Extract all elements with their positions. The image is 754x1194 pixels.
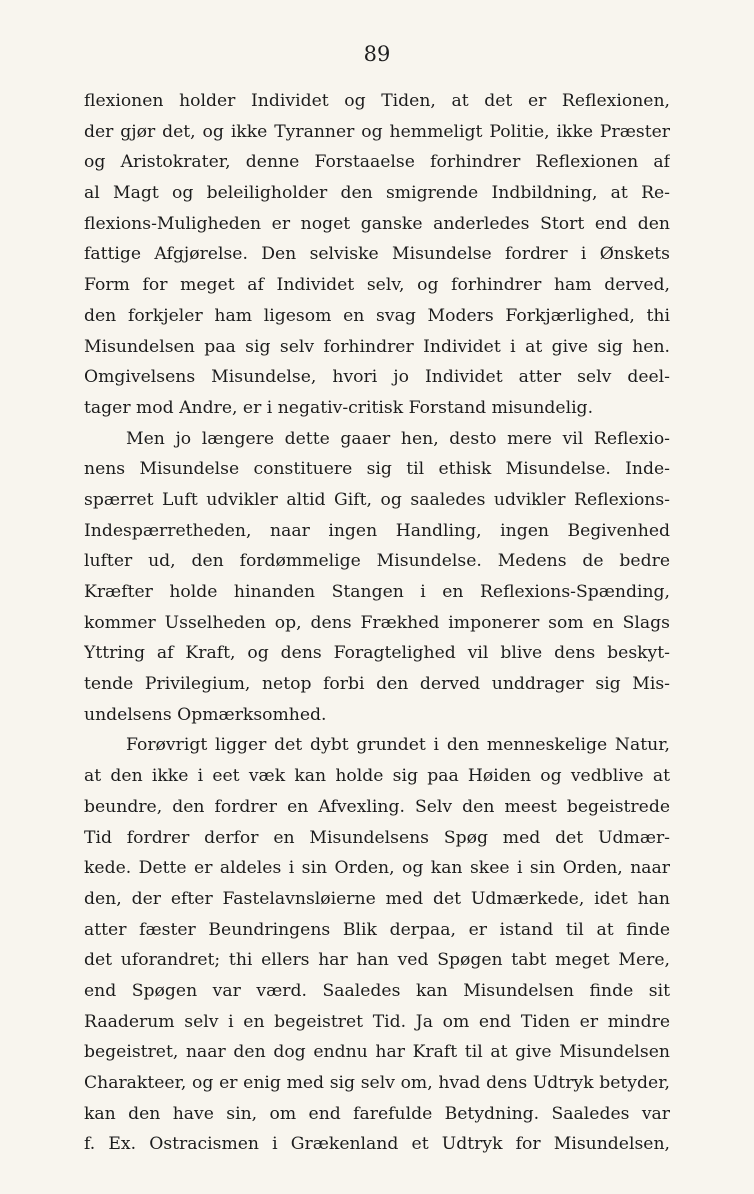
text-line: Raaderum selv i en begeistret Tid. Ja om end Tiden er mindre [84, 1011, 670, 1032]
text-line: kan den have sin, om end farefulde Betydning. Saaledes var [84, 1103, 670, 1124]
text-line: Form for meget af Individet selv, og forhindrer ham derved, [84, 275, 670, 296]
text-line: beundre, den fordrer en Afvexling. Selv den meest begeistrede [84, 796, 670, 817]
text-line: kede. Dette er aldeles i sin Orden, og kan skee i sin Orden, naar [84, 858, 670, 879]
text-line: nens Misundelse constituere sig til ethisk Misundelse. Inde- [84, 459, 670, 480]
text-line: begeistret, naar den dog endnu har Kraft til at give Misundelsen [84, 1042, 670, 1063]
text-line: Men jo længere dette gaaer hen, desto mere vil Reflexio- [126, 428, 670, 449]
text-line: Yttring af Kraft, og dens Foragtelighed vil blive dens beskyt- [84, 643, 670, 664]
text-line: at den ikke i eet væk kan holde sig paa Høiden og vedblive at [84, 766, 670, 787]
body-text [84, 86, 670, 1160]
text-line: tager mod Andre, er i negativ-critisk Forstand misundelig. [84, 397, 594, 418]
text-line: undelsens Opmærksomhed. [84, 704, 327, 725]
text-line: Tid fordrer derfor en Misundelsens Spøg med det Udmær- [84, 827, 670, 848]
text-line: fattige Afgjørelse. Den selviske Misundelse fordrer i Ønskets [84, 244, 670, 265]
text-line: Indespærretheden, naar ingen Handling, ingen Begivenhed [84, 520, 670, 541]
text-line: Kræfter holde hinanden Stangen i en Reflexions-Spænding, [84, 582, 670, 602]
text-line: der gjør det, og ikke Tyranner og hemmeligt Politie, ikke Præster [84, 121, 670, 142]
text-line: Misundelsen paa sig selv forhindrer Individet i at give sig hen. [84, 336, 670, 357]
text-line: end Spøgen var værd. Saaledes kan Misundelsen finde sit [84, 980, 670, 1001]
text-line: det uforandret; thi ellers har han ved Spøgen tabt meget Mere, [84, 950, 670, 971]
text-line: lufter ud, den fordømmelige Misundelse. Medens de bedre [84, 551, 670, 572]
text-line: tende Privilegium, netop forbi den derved unddrager sig Mis- [84, 674, 670, 695]
text-line: flexions-Muligheden er noget ganske anderledes Stort end den [84, 213, 670, 234]
text-line: al Magt og beleiligholder den smigrende Indbildning, at Re- [84, 183, 670, 204]
page-number: 89 [363, 42, 391, 66]
text-line: Forøvrigt ligger det dybt grundet i den menneskelige Natur, [126, 735, 670, 756]
text-line: Charakteer, og er enig med sig selv om, hvad dens Udtryk betyder, [84, 1073, 670, 1093]
text-line: den forkjeler ham ligesom en svag Moders Forkjærlighed, thi [84, 305, 670, 326]
text-line: atter fæster Beundringens Blik derpaa, er istand til at finde [84, 919, 670, 940]
text-line: Omgivelsens Misundelse, hvori jo Individet atter selv deel- [84, 367, 670, 388]
text-line: den, der efter Fastelavnsløierne med det Udmærkede, idet han [84, 888, 670, 909]
text-line: flexionen holder Individet og Tiden, at det er Reflexionen, [84, 91, 670, 111]
text-line: f. Ex. Ostracismen i Grækenland et Udtryk for Misundelsen, [84, 1134, 670, 1155]
text-line: spærret Luft udvikler altid Gift, og saaledes udvikler Reflexions- [84, 489, 670, 510]
text-line: kommer Usselheden op, dens Frækhed imponerer som en Slags [84, 612, 670, 633]
text-line: og Aristokrater, denne Forstaaelse forhindrer Reflexionen af [84, 152, 670, 173]
